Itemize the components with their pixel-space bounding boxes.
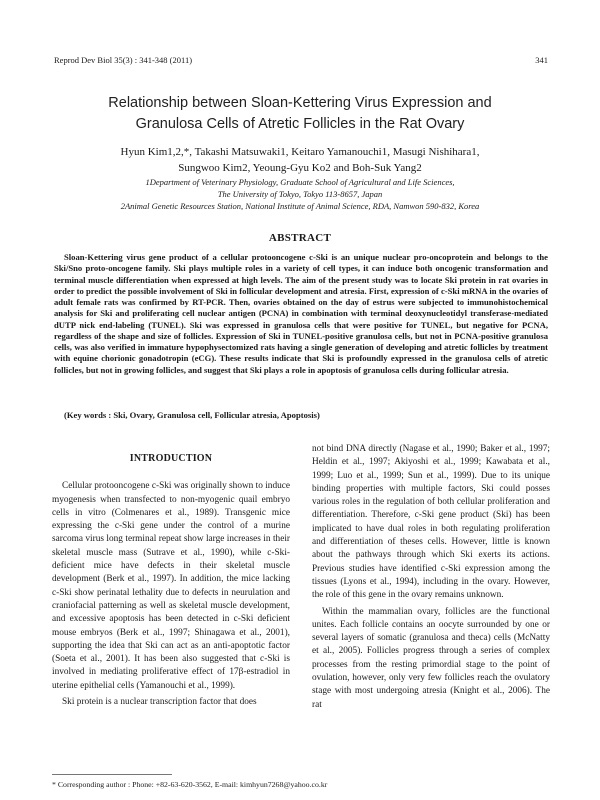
intro-paragraph: Ski protein is a nuclear transcription factor that does [62,697,257,708]
left-column [52,452,290,709]
abstract-heading: ABSTRACT [268,232,332,244]
introduction-heading: INTRODUCTION [129,453,213,464]
journal-citation: Reprod Dev Biol 35(3) : 341-348 (2011) [54,55,193,65]
affiliation-line-2: The University of Tokyo, Tokyo 113-8657, Japan [217,189,383,199]
right-column [312,443,550,712]
title-line-2: Granulosa Cells of Atretic Follicles in the Rat Ovary [135,116,465,132]
authors-line-2: Sungwoo Kim2, Yeoung-Gyu Ko2 and Boh-Suk Yang2 [178,162,422,174]
author-list [40,144,560,176]
title-line-1: Relationship between Sloan-Kettering Virus Expression and [108,95,492,111]
intro-paragraph: not bind DNA directly (Nagase et al., 1990; Baker et al., 1997; Heldin et al., 1997; Akiyoshi et al., 1999; Kawabata et al., 1999; Luo et al., 1999; Sun et al., 1999). Due to its unique binding properties with multiple factors, Ski could posses various roles in the regulation of both cellular proliferation and differentiation. Therefore, c-Ski gene product (Ski) has been implicated to have dual roles in both regulating proliferation and differentiation of theses cells. However, little is known about the pathways through which Ski exerts its actions. Previous studies have identified c-Ski expression among the tissues (Lyons et al., 1994), including in the ovary. However, the role of this gene in the ovary remains unknown. [312,444,550,601]
abstract-body: Sloan-Kettering virus gene product of a cellular protooncogene c-Ski is an unique nuclear pro-oncoprotein and belongs to the Ski/Sno proto-oncogene family. Ski plays multiple roles in a variety of cell types, it can induce both oncogenic transformation and terminal muscle differentiation when expressed at high levels. The aim of the present study was to locate Ski protein in rat ovaries in order to predict the possible involvement of Ski in follicular development and atresia. First, expression of c-Ski mRNA in the ovaries of adult female rats was confirmed by RT-PCR. Then, ovaries obtained on the day of estrus were subjected to immunohistochemical analysis for Ski and proliferating cell nuclear antigen (PCNA) in combination with terminal deoxynucleotidyl transferase-mediated dUTP nick end-labeling (TUNEL). Ski was expressed in granulosa cells that were positive for TUNEL, but negative for PCNA, regardless of the shape and size of follicles. Expression of Ski in TUNEL-positive granulosa cells, but not in PCNA-positive granulosa cells, was also verified in immature hypophysectomized rats having a single generation of developing and atretic follicles by treatment with equine chorionic gonadotropin (eCG). These results indicate that Ski is profoundly expressed in the granulosa cells of atretic follicles, but not in growing follicles, and suggest that Ski plays a role in apoptosis of granulosa cells during follicular atresia. [54,252,548,375]
paper-title [40,93,560,135]
intro-paragraph: Within the mammalian ovary, follicles are the functional unites. Each follicle contains an oocyte surrounded by one or several layers of somatic (granulosa and theca) cells (McNatty et al., 2005). Follicles progress through a series of complex processes from the resting primordial stage to the point of ovulation, however, only very few follicles reach the ovulatory stage with most undergoing atresia (Knight et al., 2006). The rat [312,606,550,710]
affiliations [40,176,560,212]
page-number: 341 [535,55,548,65]
keywords: (Key words : Ski, Ovary, Granulosa cell, Follicular atresia, Apoptosis) [64,410,320,420]
footnote-divider [52,774,172,775]
authors-line-1: Hyun Kim1,2,*, Takashi Matsuwaki1, Keitaro Yamanouchi1, Masugi Nishihara1, [120,146,480,158]
affiliation-line-1: 1Department of Veterinary Physiology, Graduate School of Agricultural and Life Sciences, [145,177,455,187]
intro-paragraph: Cellular protooncogene c-Ski was originally shown to induce myogenesis when transfected to non-myogenic quail embryo cells in vitro (Colmenares et al., 1989). Transgenic mice expressing the c-Ski gene under the control of a murine sarcoma virus long terminal repeat show large increases in their skeletal muscle mass (Sutrave et al., 1990), while c-Ski-deficient mice have defects in their skeletal muscle development (Berk et al., 1997). In addition, the mice lacking c-Ski show perinatal lethality due to defects in neurulation and craniofacial patterning as well as skeletal muscle development, and excessive apoptosis has been detected in c-Ski deficient mouse embryos (Berk et al., 1997; Shinagawa et al., 2001), supporting the idea that Ski can act as an anti-apoptotic factor (Soeta et al., 2001). It has been also suggested that c-Ski is involved in mediating proliferative effect of 17β-estradiol in uterine epithelial cells (Yamanouchi et al., 1999). [52,481,290,691]
affiliation-line-3: 2Animal Genetic Resources Station, National Institute of Animal Science, RDA, Namwon 590-832, Korea [120,201,480,211]
corresponding-author-footnote: * Corresponding author : Phone: +82-63-620-3562, E-mail: kimhyun7268@yahoo.co.kr [52,780,328,789]
